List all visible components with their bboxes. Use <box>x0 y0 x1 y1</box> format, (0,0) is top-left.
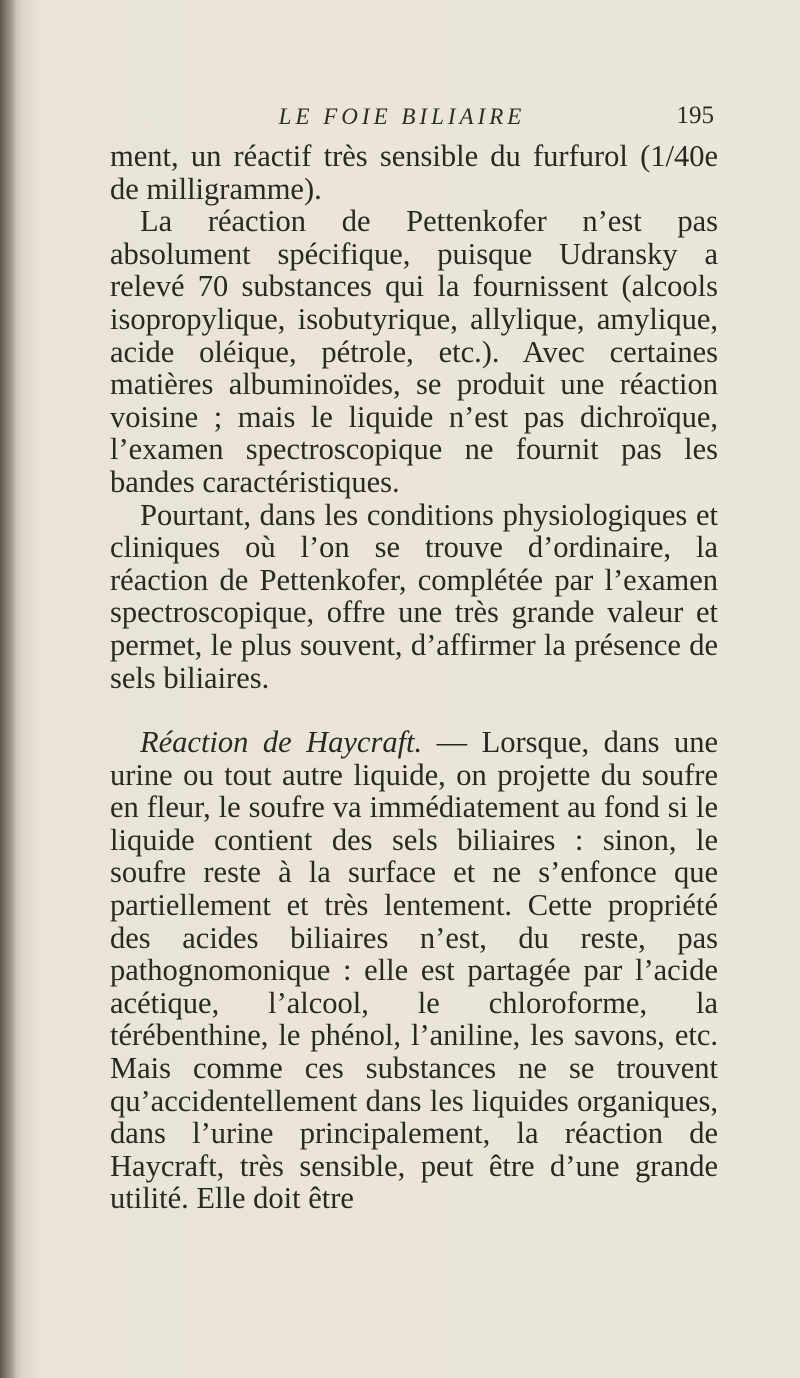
paragraph-4-body: — Lorsque, dans une urine ou tout autre liquide, on projette du soufre en fleur, le soufre va immédiatement au fond si le liquide contient des sels biliaires : sinon, le soufre reste à la surface et ne s’enfonce que partiellement et très lentement. Cette propriété des acides biliaires n’est, du reste, pas pathognomonique : elle est partagée par l’acide acétique, l’alcool, le chloroforme, la térébenthine, le phénol, l’aniline, les savons, etc. Mais comme ces substances ne se trouvent qu’accidentellement dans les liquides organiques, dans l’urine principalement, la réaction de Haycraft, très sensible, peut être d’une grande utilité. Elle doit être <box>110 725 719 1216</box>
paragraph-4 <box>110 726 718 1215</box>
paragraph-2: La réaction de Pettenkofer n’est pas absolument spécifique, puisque Udransky a relevé 70 substances qui la fournissent (alcools isopropylique, isobutyrique, allylique, amylique, acide oléique, pétrole, etc.). Avec certaines matières albuminoïdes, se produit une réaction voisine ; mais le liquide n’est pas dichroïque, l’examen spectroscopique ne fournit pas les bandes caractéristiques. <box>110 204 718 499</box>
section-title: Réaction de Haycraft. <box>140 725 423 760</box>
body-text <box>110 140 718 1215</box>
paragraph-1: ment, un réactif très sensible du furfurol (1/40e de milligramme). <box>110 139 718 206</box>
running-head: LE FOIE BILIAIRE <box>278 104 526 129</box>
page-binding-shadow <box>0 0 16 1378</box>
paragraph-3: Pourtant, dans les conditions physiologiques et cliniques où l’on se trouve d’ordinaire, la réaction de Pettenkofer, complétée par l’examen spectroscopique, offre une très grande valeur et permet, le plus souvent, d’affirmer la présence de sels biliaires. <box>110 497 718 695</box>
page-header <box>86 100 718 140</box>
page-number: 195 <box>676 102 714 129</box>
